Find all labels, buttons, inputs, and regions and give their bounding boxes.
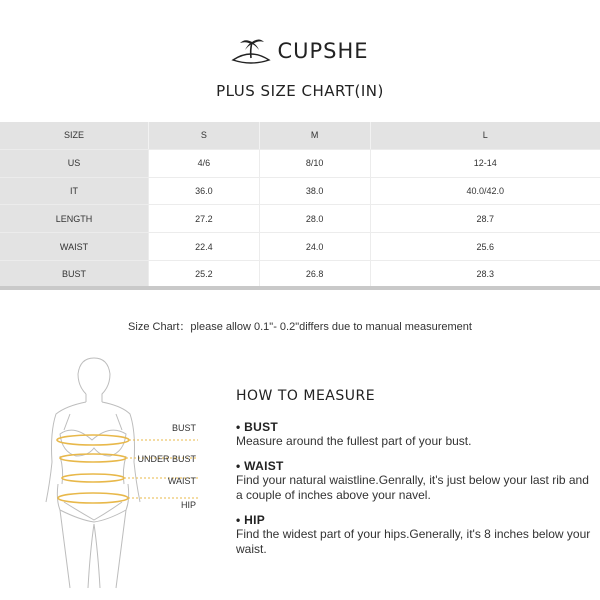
measurement-note: Size Chart：please allow 0.1"- 0.2"differs due to manual measurement [128, 321, 472, 333]
palm-tree-island-icon [231, 36, 271, 66]
header-cell: SIZE [0, 122, 148, 149]
table-cell: 12-14 [370, 149, 600, 177]
table-cell: 28.3 [370, 260, 600, 288]
header-cell: M [259, 122, 370, 149]
table-cell: 38.0 [259, 177, 370, 205]
how-to-measure-section [236, 388, 596, 567]
row-label: US [0, 149, 148, 177]
size-table [0, 122, 600, 288]
measure-description: Find your natural waistline.Genrally, it's just below your last rib and a couple of inches above your navel. [236, 473, 589, 502]
table-cell: 25.2 [148, 260, 259, 288]
measure-heading: • WAIST [236, 459, 284, 473]
table-cell: 22.4 [148, 232, 259, 260]
page-title: PLUS SIZE CHART(IN) [216, 82, 384, 100]
measure-heading: • HIP [236, 513, 266, 527]
table-cell: 27.2 [148, 204, 259, 232]
under-bust-label: UNDER BUST [137, 454, 196, 464]
header-cell: L [370, 122, 600, 149]
measure-description: Find the widest part of your hips.Generally, it's 8 inches below your waist. [236, 527, 591, 556]
waist-label: WAIST [167, 476, 196, 486]
body-silhouette-illustration [30, 352, 210, 592]
body-measurement-figure [30, 352, 210, 592]
table-cell: 28.7 [370, 204, 600, 232]
hip-label: HIP [180, 500, 196, 510]
brand-name: CUPSHE [277, 39, 369, 63]
table-row [0, 232, 600, 260]
table-cell: 40.0/42.0 [370, 177, 600, 205]
table-header-row [0, 122, 600, 149]
table-cell: 28.0 [259, 204, 370, 232]
row-label: BUST [0, 260, 148, 288]
bust-label: BUST [171, 423, 196, 433]
measure-heading: • BUST [236, 420, 279, 434]
table-cell: 25.6 [370, 232, 600, 260]
table-cell: 4/6 [148, 149, 259, 177]
table-cell: 26.8 [259, 260, 370, 288]
table-row [0, 177, 600, 205]
measure-item-waist [236, 459, 596, 503]
row-label: LENGTH [0, 204, 148, 232]
table-row [0, 204, 600, 232]
brand-logo [0, 36, 600, 66]
table-cell: 24.0 [259, 232, 370, 260]
measure-item-hip [236, 513, 596, 557]
measure-item-bust [236, 420, 596, 449]
table-row [0, 149, 600, 177]
table-cell: 8/10 [259, 149, 370, 177]
table-row [0, 260, 600, 288]
measure-description: Measure around the fullest part of your bust. [236, 434, 472, 448]
header-cell: S [148, 122, 259, 149]
how-to-measure-title: HOW TO MEASURE [236, 388, 376, 404]
row-label: WAIST [0, 232, 148, 260]
row-label: IT [0, 177, 148, 205]
table-cell: 36.0 [148, 177, 259, 205]
size-table-panel [0, 122, 600, 290]
